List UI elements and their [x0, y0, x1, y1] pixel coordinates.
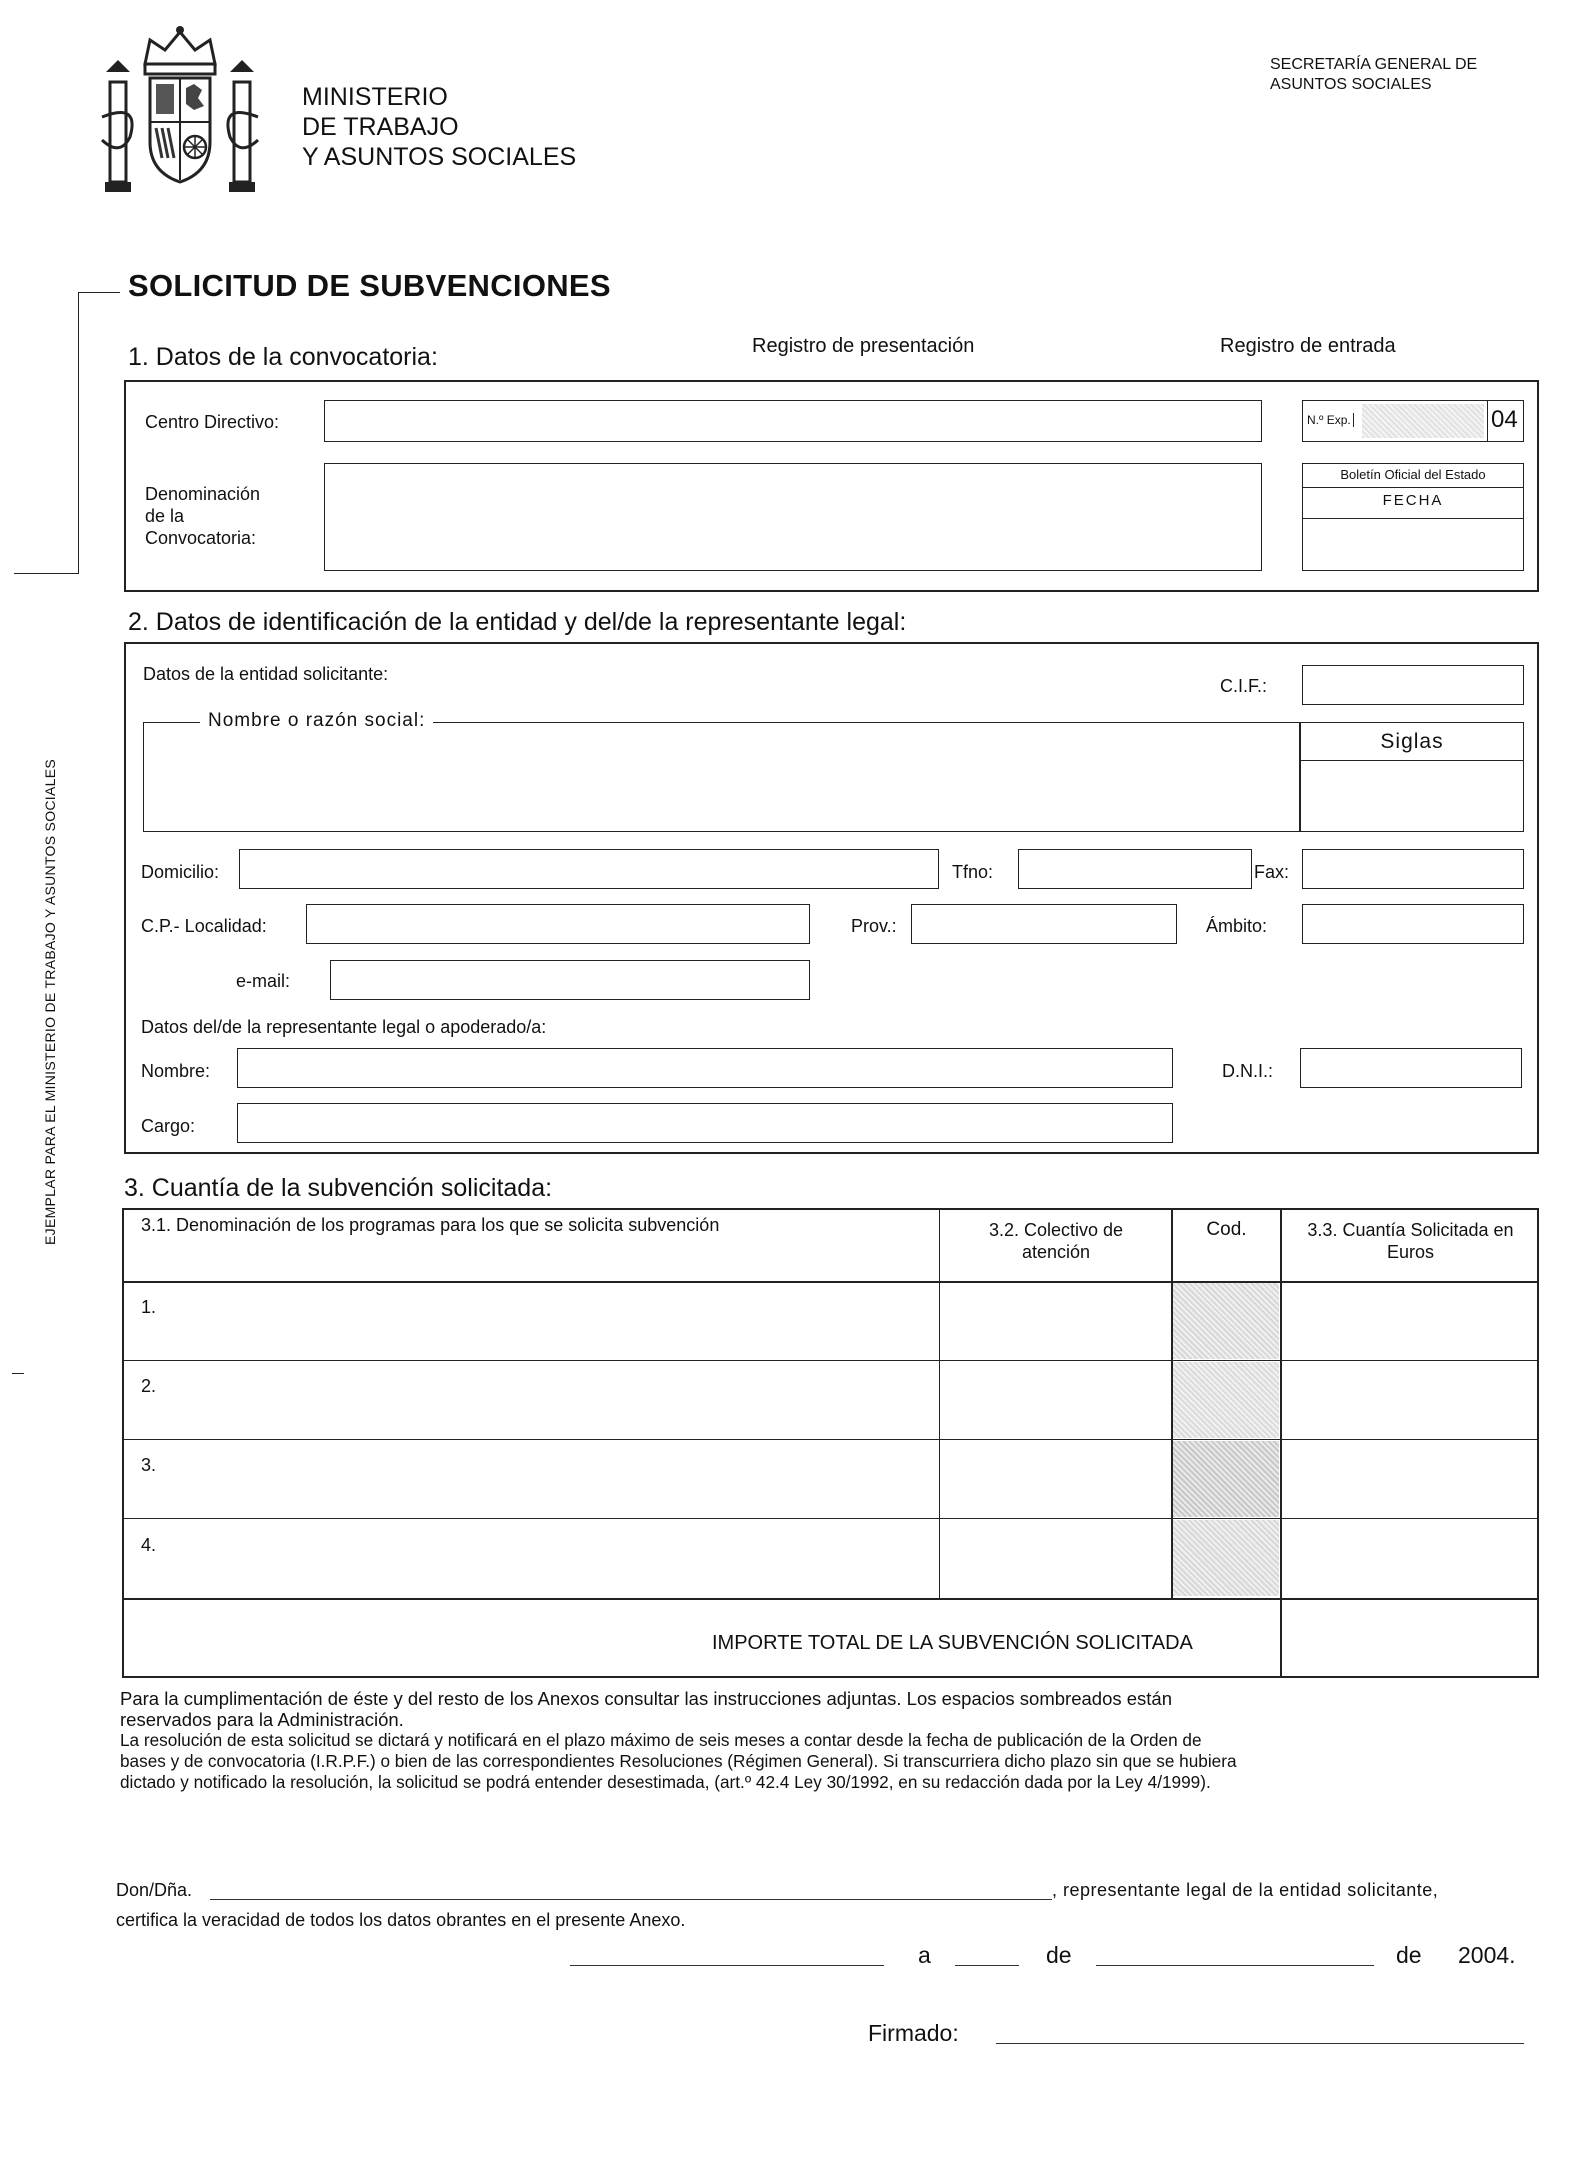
- cargo-field[interactable]: [237, 1103, 1173, 1143]
- cargo-label: Cargo:: [141, 1116, 196, 1136]
- cod-shaded-cell-4: [1173, 1520, 1279, 1596]
- firmado-label: Firmado:: [868, 2020, 959, 2046]
- page-title: SOLICITUD DE SUBVENCIONES: [128, 268, 611, 303]
- cp-localidad-field[interactable]: [306, 904, 810, 944]
- row-divider-3: [122, 1518, 1539, 1519]
- representante-text: , representante legal de la entidad solicitante,: [1052, 1880, 1439, 1900]
- col-header-cod: Cod.: [1206, 1219, 1247, 1240]
- dni-field[interactable]: [1300, 1048, 1522, 1088]
- day-line[interactable]: [955, 1965, 1019, 1966]
- nombre-label: Nombre:: [141, 1061, 211, 1081]
- denominacion-line: Convocatoria:: [145, 528, 257, 548]
- ambito-label: Ámbito:: [1206, 916, 1268, 936]
- program-row-number: 1.: [141, 1297, 157, 1317]
- nexp-shaded-area: [1362, 404, 1484, 438]
- denominacion-line: de la: [145, 506, 185, 526]
- title-bracket-vertical: [78, 292, 79, 574]
- header-row-divider: [122, 1281, 1539, 1283]
- nexp-label: N.º Exp.: [1307, 413, 1354, 427]
- certifica-text: certifica la veracidad de todos los datos obrantes en el presente Anexo.: [116, 1910, 686, 1930]
- row-divider-2: [122, 1439, 1539, 1440]
- program-row-number: 2.: [141, 1376, 157, 1396]
- cif-field[interactable]: [1302, 665, 1524, 705]
- representante-label: Datos del/de la representante legal o apoderado/a:: [141, 1017, 547, 1037]
- entidad-label: Datos de la entidad solicitante:: [143, 664, 389, 684]
- email-label: e-mail:: [236, 971, 291, 991]
- section3-table: [122, 1208, 1539, 1678]
- de-label: de: [1046, 1942, 1072, 1968]
- col-divider-3: [1280, 1208, 1282, 1678]
- ministry-line: Y ASUNTOS SOCIALES: [302, 143, 577, 171]
- title-bracket-bottom: [14, 573, 78, 574]
- nombre-razon-field[interactable]: [143, 722, 1300, 832]
- prov-label: Prov.:: [851, 916, 897, 936]
- centro-directivo-field[interactable]: [324, 400, 1262, 442]
- col-header-cuantia-line: Euros: [1386, 1242, 1435, 1262]
- ministry-line: MINISTERIO: [302, 83, 448, 111]
- col-header-cuantia: [1282, 1219, 1539, 1263]
- siglas-divider: [1300, 760, 1524, 761]
- tfno-label: Tfno:: [952, 862, 994, 882]
- denominacion-field[interactable]: [324, 463, 1262, 571]
- cod-shaded-cell-3: [1173, 1441, 1279, 1517]
- cod-shaded-cell-2: [1173, 1362, 1279, 1438]
- fax-label: Fax:: [1254, 862, 1290, 882]
- centro-directivo-label: Centro Directivo:: [145, 412, 280, 432]
- col-header-programas: 3.1. Denominación de los programas para los que se solicita subvención: [141, 1215, 720, 1235]
- don-label: Don/Dña.: [116, 1880, 193, 1900]
- section2-heading: 2. Datos de identificación de la entidad y del/de la representante legal:: [128, 608, 907, 636]
- note-line: reservados para la Administración.: [120, 1709, 404, 1730]
- instructions-notes: [120, 1688, 1540, 1793]
- secretaria-line: ASUNTOS SOCIALES: [1270, 76, 1432, 93]
- de2-label: de: [1396, 1942, 1422, 1968]
- ministry-line: DE TRABAJO: [302, 113, 459, 141]
- margin-tick: [12, 1373, 24, 1374]
- side-vertical-text: EJEMPLAR PARA EL MINISTERIO DE TRABAJO Y ASUNTOS SOCIALES: [42, 759, 58, 1245]
- col-header-colectivo-line: atención: [1021, 1242, 1091, 1262]
- ministry-name: [302, 82, 576, 172]
- nexp-divider: [1487, 400, 1488, 442]
- registro-entrada-label: Registro de entrada: [1220, 335, 1396, 357]
- tfno-field[interactable]: [1018, 849, 1252, 889]
- boe-divider-1: [1302, 487, 1524, 488]
- col-header-cuantia-line: 3.3. Cuantía Solicitada en: [1307, 1220, 1514, 1240]
- program-row-number: 4.: [141, 1535, 157, 1555]
- fax-field[interactable]: [1302, 849, 1524, 889]
- ambito-field[interactable]: [1302, 904, 1524, 944]
- secretaria-line: SECRETARÍA GENERAL DE: [1270, 56, 1478, 73]
- row-divider-1: [122, 1360, 1539, 1361]
- cod-shaded-cell-1: [1173, 1283, 1279, 1359]
- denominacion-line: Denominación: [145, 484, 261, 504]
- row-divider-4: [122, 1598, 1539, 1600]
- col-divider-1: [939, 1208, 940, 1598]
- siglas-label: Siglas: [1380, 730, 1444, 753]
- a-label: a: [918, 1942, 931, 1968]
- registro-presentacion-label: Registro de presentación: [752, 335, 975, 357]
- boe-divider-2: [1302, 518, 1524, 519]
- coat-of-arms-logo: [100, 22, 260, 202]
- title-bracket-top: [78, 292, 120, 293]
- prov-field[interactable]: [911, 904, 1177, 944]
- boe-label: Boletín Oficial del Estado: [1340, 467, 1486, 482]
- cp-localidad-label: C.P.- Localidad:: [141, 916, 267, 936]
- month-line[interactable]: [1096, 1965, 1374, 1966]
- section3-heading: 3. Cuantía de la subvención solicitada:: [124, 1174, 553, 1202]
- col-header-colectivo: [941, 1219, 1171, 1263]
- secretaria-name: [1270, 55, 1477, 95]
- fecha-label: FECHA: [1382, 492, 1444, 509]
- don-name-line[interactable]: [210, 1899, 1052, 1900]
- denominacion-label: [145, 483, 260, 549]
- note-line: Para la cumplimentación de éste y del resto de los Anexos consultar las instrucciones adjuntas. Los espacios sombreados están: [120, 1688, 1172, 1709]
- nexp-suffix: 04: [1491, 406, 1518, 433]
- section1-heading: 1. Datos de la convocatoria:: [128, 343, 438, 371]
- cif-label: C.I.F.:: [1220, 676, 1268, 696]
- program-row-number: 3.: [141, 1455, 157, 1475]
- dni-label: D.N.I.:: [1222, 1061, 1274, 1081]
- note-line: dictado y notificado la resolución, la solicitud se podrá entender desestimada, (art.º 42.4 Ley 30/1992, en su redacción dada por la Ley 4/1999).: [120, 1772, 1211, 1792]
- signature-line[interactable]: [996, 2043, 1524, 2044]
- place-line[interactable]: [570, 1965, 884, 1966]
- email-field[interactable]: [330, 960, 810, 1000]
- domicilio-label: Domicilio:: [141, 862, 220, 882]
- col-header-colectivo-line: 3.2. Colectivo de: [988, 1220, 1124, 1240]
- domicilio-field[interactable]: [239, 849, 939, 889]
- nombre-field[interactable]: [237, 1048, 1173, 1088]
- note-line: La resolución de esta solicitud se dictará y notificará en el plazo máximo de seis meses a contar desde la fecha de publicación de la Orden de: [120, 1730, 1202, 1750]
- nombre-razon-label: Nombre o razón social:: [200, 710, 433, 732]
- year-label: 2004.: [1458, 1942, 1516, 1968]
- total-label: IMPORTE TOTAL DE LA SUBVENCIÓN SOLICITADA: [712, 1632, 1193, 1654]
- note-line: bases y de convocatoria (I.R.P.F.) o bien de las correspondientes Resoluciones (Régimen General). Si transcurriera dicho plazo sin que se hubiera: [120, 1751, 1237, 1771]
